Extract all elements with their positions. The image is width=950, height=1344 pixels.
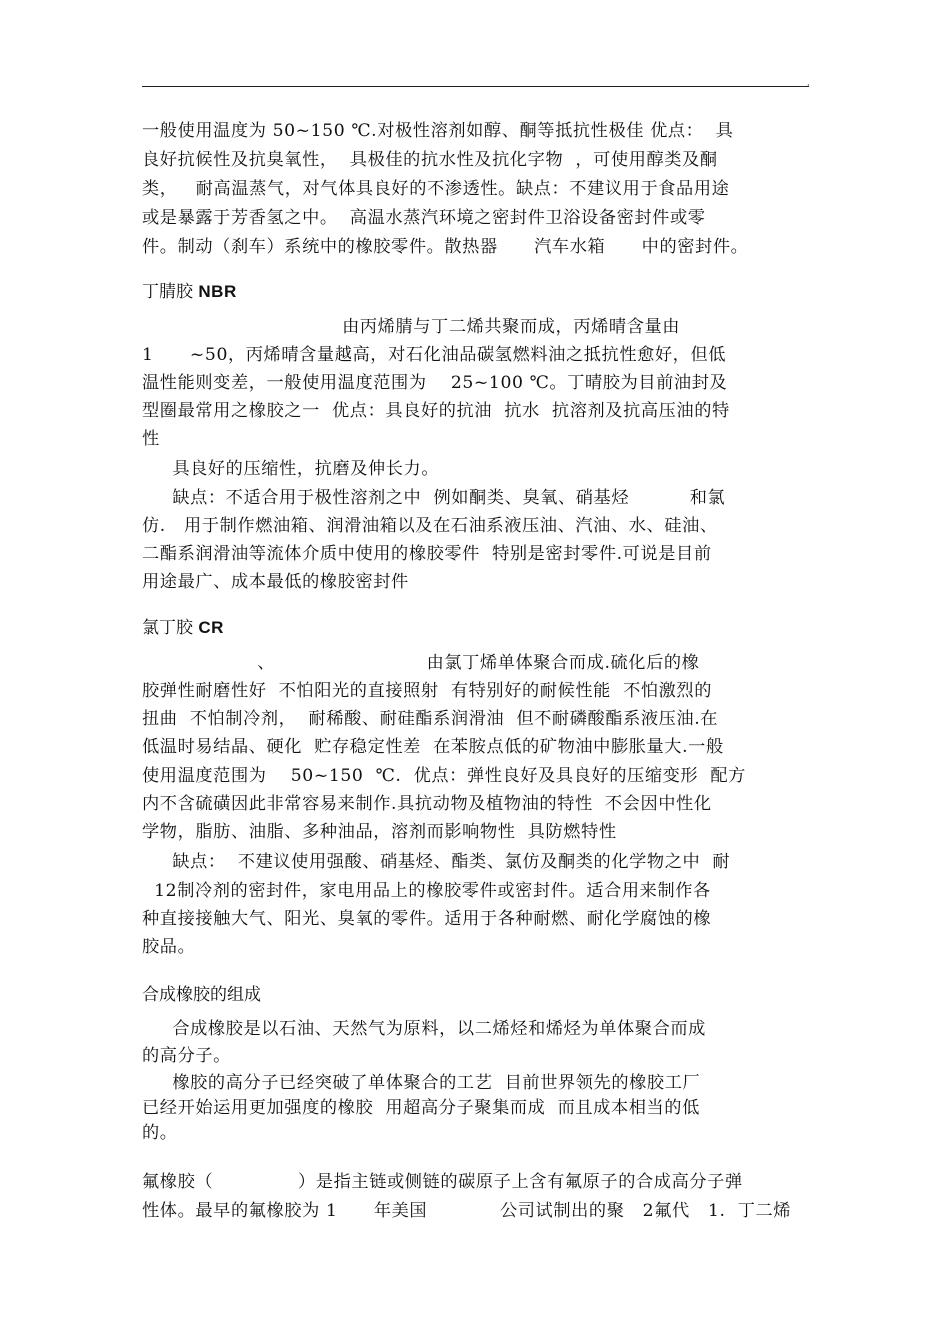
text-line: 使用温度范围为 50~150 ℃. 优点：弹性良好及具良好的压缩变形 配方 <box>142 766 746 786</box>
text-line: 已经开始运用更加强度的橡胶 用超高分子聚集而成 而且成本相当的低 <box>142 1098 700 1118</box>
text-line: 1 ~50，丙烯晴含量越高，对石化油品碳氢燃料油之抵抗性愈好，但低 <box>142 345 727 365</box>
text-line: 类， 耐高温蒸气，对气体具良好的不渗透性。缺点：不建议用于食品用途 <box>142 179 730 199</box>
header-corner-mark: ' <box>807 84 810 94</box>
text-line: 胶品。 <box>142 937 196 957</box>
text-line: 扭曲 不怕制冷剂， 耐稀酸、耐硅酯系润滑油 但不耐磷酸酯系液压油.在 <box>142 709 719 729</box>
text-line: 12制冷剂的密封件，家电用品上的橡胶零件或密封件。适合用来制作各 <box>142 881 711 901</box>
text-line: 良好抗候性及抗臭氧性， 具极佳的抗水性及抗化字物 ，可使用醇类及酮 <box>142 150 718 170</box>
text-line: 的高分子。 <box>142 1046 231 1066</box>
heading-code: NBR <box>198 282 237 301</box>
text-line: 缺点：不适合用于极性溶剂之中 例如酮类、臭氧、硝基烃 和氯 <box>142 488 726 508</box>
text-line: 仿. 用于制作燃油箱、润滑油箱以及在石油系液压油、汽油、水、硅油、 <box>142 516 718 536</box>
heading-cn: 氯丁胶 <box>142 618 193 638</box>
text-line: 、 由氯丁烯单体聚合而成.硫化后的橡 <box>142 653 700 673</box>
text-line: 种直接接触大气、阳光、臭氧的零件。适用于各种耐燃、耐化学腐蚀的橡 <box>142 909 712 929</box>
text-line: 件。制动（刹车）系统中的橡胶零件。散热器 汽车水箱 中的密封件。 <box>142 237 749 257</box>
text-line: 性体。最早的氟橡胶为 1 年美国 公司试制出的聚 2氟代 1. 丁二烯 <box>142 1201 792 1221</box>
text-line: 或是暴露于芳香氢之中。 高温水蒸汽环境之密封件卫浴设备密封件或零 <box>142 208 706 228</box>
text-line: 胶弹性耐磨性好 不怕阳光的直接照射 有特别好的耐候性能 不怕激烈的 <box>142 681 713 701</box>
text-line: 内不含硫磺因此非常容易来制作.具抗动物及植物油的特性 不会因中性化 <box>142 794 712 814</box>
section-heading-nbr <box>142 281 237 303</box>
text-line: 氟橡胶（ ）是指主链或侧链的碳原子上含有氟原子的合成高分子弹 <box>142 1172 743 1192</box>
text-line: 缺点： 不建议使用强酸、硝基烃、酯类、氯仿及酮类的化学物之中 耐 <box>142 852 731 872</box>
text-line: 由丙烯腈与丁二烯共聚而成，丙烯晴含量由 <box>142 317 681 337</box>
text-line: 具良好的压缩性，抗磨及伸长力。 <box>142 459 440 479</box>
text-line: 橡胶的高分子已经突破了单体聚合的工艺 目前世界领先的橡胶工厂 <box>142 1073 701 1093</box>
text-line: 用途最广、成本最低的橡胶密封件 <box>142 572 409 592</box>
text-line: 温性能则变差，一般使用温度范围为 25~100 ℃。丁晴胶为目前油封及 <box>142 373 728 393</box>
section-heading-cr <box>142 617 224 639</box>
text-line: 性 <box>142 429 160 449</box>
section-heading-composition: 合成橡胶的组成 <box>142 985 261 1005</box>
text-line: 低温时易结晶、硬化 贮存稳定性差 在苯胺点低的矿物油中膨胀量大.一般 <box>142 737 724 757</box>
header-rule <box>142 86 809 87</box>
text-line: 型圈最常用之橡胶之一 优点：具良好的抗油 抗水 抗溶剂及抗高压油的特 <box>142 401 730 421</box>
text-line: 学物，脂肪、油脂、多种油品，溶剂而影响物性 具防燃特性 <box>142 822 617 842</box>
heading-cn: 丁腈胶 <box>142 282 193 302</box>
text-line: 二酯系润滑油等流体介质中使用的橡胶零件 特别是密封零件.可说是目前 <box>142 544 712 564</box>
text-line: 一般使用温度为 50~150 ℃.对极性溶剂如醇、酮等抵抗性极佳 优点： 具 <box>142 121 734 141</box>
text-line: 合成橡胶是以石油、天然气为原料，以二烯烃和烯烃为单体聚合而成 <box>142 1019 706 1039</box>
text-line: 的。 <box>142 1123 178 1143</box>
heading-code: CR <box>198 618 224 637</box>
